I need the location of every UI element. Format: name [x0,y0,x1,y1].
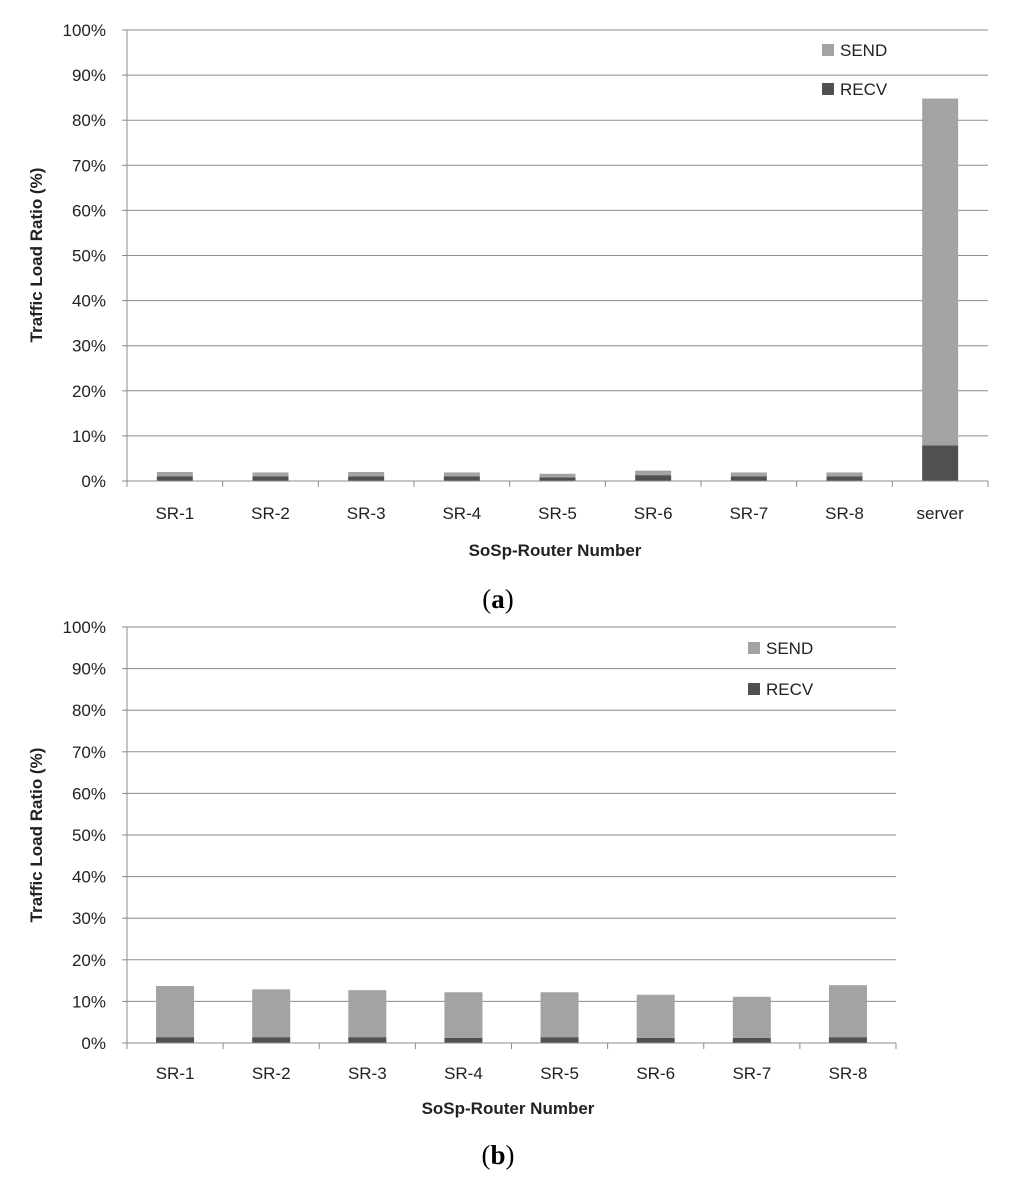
bar-recv-sr-4 [444,476,480,481]
x-tick-label-b: SR-8 [828,1064,868,1083]
bar-send-sr-1 [156,986,194,1037]
x-tick-label-a: SR-2 [251,504,290,523]
legend-swatch-recv [748,683,760,695]
y-tick-label-b: 100% [62,618,106,637]
bar-recv-sr-5 [540,477,576,481]
y-tick-label-b: 40% [71,867,106,887]
y-tick-label-a: 100% [62,21,106,40]
y-tick-label-a: 40% [71,291,106,311]
bar-send-sr-6 [635,471,671,476]
x-tick-label-a: SR-7 [729,504,769,523]
y-tick-label-b: 60% [71,784,106,804]
y-tick-label-a: 30% [71,336,106,356]
y-tick-label-a: 50% [71,246,106,266]
y-tick-label-a: 60% [71,201,106,221]
y-tick-label-b: 50% [71,826,106,845]
legend-a [822,41,888,99]
bar-send-sr-5 [540,474,576,478]
caption-a: (a) [482,584,514,614]
x-tick-label-a: SR-5 [538,504,577,523]
chart-b [27,618,896,1118]
y-tick-label-a: 70% [71,156,106,176]
y-tick-label-a: 80% [71,111,106,131]
bar-send-server [922,99,958,446]
bar-send-sr-7 [731,472,767,476]
x-tick-label-b: SR-6 [636,1064,676,1083]
caption-a-letter: a [491,584,505,614]
x-tick-label-a: SR-3 [346,504,386,523]
x-tick-label-b: SR-3 [347,1064,387,1083]
x-tick-label-a: SR-6 [633,504,673,523]
legend-swatch-send [822,44,834,56]
caption-b-letter: b [490,1140,506,1170]
legend-label-recv: RECV [840,80,888,99]
bar-send-sr-6 [637,995,675,1038]
bar-recv-sr-3 [348,1037,386,1043]
x-axis-title-b: SoSp-Router Number [421,1099,595,1118]
bar-recv-sr-8 [827,476,863,481]
bar-recv-sr-6 [637,1038,675,1043]
bar-recv-sr-6 [635,475,671,481]
bar-recv-server [922,445,958,481]
y-axis-title-b: Traffic Load Ratio (%) [27,747,46,923]
caption-b: (b) [481,1140,515,1170]
bar-send-sr-3 [348,472,384,477]
x-tick-label-b: SR-1 [155,1064,195,1083]
x-tick-label-a: SR-1 [155,504,195,523]
bar-send-sr-4 [444,472,480,476]
bar-recv-sr-1 [156,1037,194,1043]
x-tick-label-b: SR-7 [732,1064,772,1083]
y-tick-label-b: 70% [71,742,106,762]
y-tick-label-b: 90% [71,659,106,679]
y-tick-label-a: 10% [71,426,106,446]
bar-recv-sr-4 [444,1038,482,1043]
bar-recv-sr-2 [253,476,289,481]
bar-recv-sr-2 [252,1037,290,1043]
y-tick-label-b: 0% [81,1034,106,1053]
y-tick-label-b: 20% [71,950,106,970]
legend-label-send: SEND [840,41,888,60]
bar-recv-sr-8 [829,1037,867,1043]
bar-send-sr-8 [827,472,863,476]
bar-send-sr-7 [733,997,771,1038]
bar-recv-sr-5 [541,1037,579,1043]
x-tick-label-b: SR-4 [444,1064,483,1083]
x-tick-label-a: server [916,504,964,523]
y-tick-label-b: 80% [71,701,106,721]
bar-recv-sr-7 [733,1038,771,1043]
y-tick-label-a: 0% [81,472,106,491]
x-tick-label-a: SR-8 [825,504,864,523]
x-tick-label-b: SR-2 [251,1064,291,1083]
bar-send-sr-2 [253,472,289,476]
bar-recv-sr-1 [157,476,193,481]
chart-a [27,21,988,560]
bar-send-sr-4 [444,992,482,1038]
bar-send-sr-3 [348,990,386,1037]
x-tick-label-b: SR-5 [540,1064,579,1083]
y-tick-label-a: 20% [71,381,106,401]
bar-recv-sr-7 [731,476,767,481]
bar-recv-sr-3 [348,476,384,481]
bar-send-sr-5 [541,992,579,1037]
bar-send-sr-8 [829,985,867,1037]
x-tick-label-a: SR-4 [442,504,482,523]
x-axis-title-a: SoSp-Router Number [468,541,642,560]
legend-label-recv: RECV [766,680,814,699]
y-tick-label-b: 30% [71,909,106,929]
legend-swatch-recv [822,83,834,95]
legend-label-send: SEND [766,639,814,658]
y-axis-title-a: Traffic Load Ratio (%) [27,167,46,343]
y-tick-label-a: 90% [71,66,106,86]
legend-swatch-send [748,642,760,654]
bar-send-sr-1 [157,472,193,477]
y-tick-label-b: 10% [71,992,106,1012]
bar-send-sr-2 [252,989,290,1037]
